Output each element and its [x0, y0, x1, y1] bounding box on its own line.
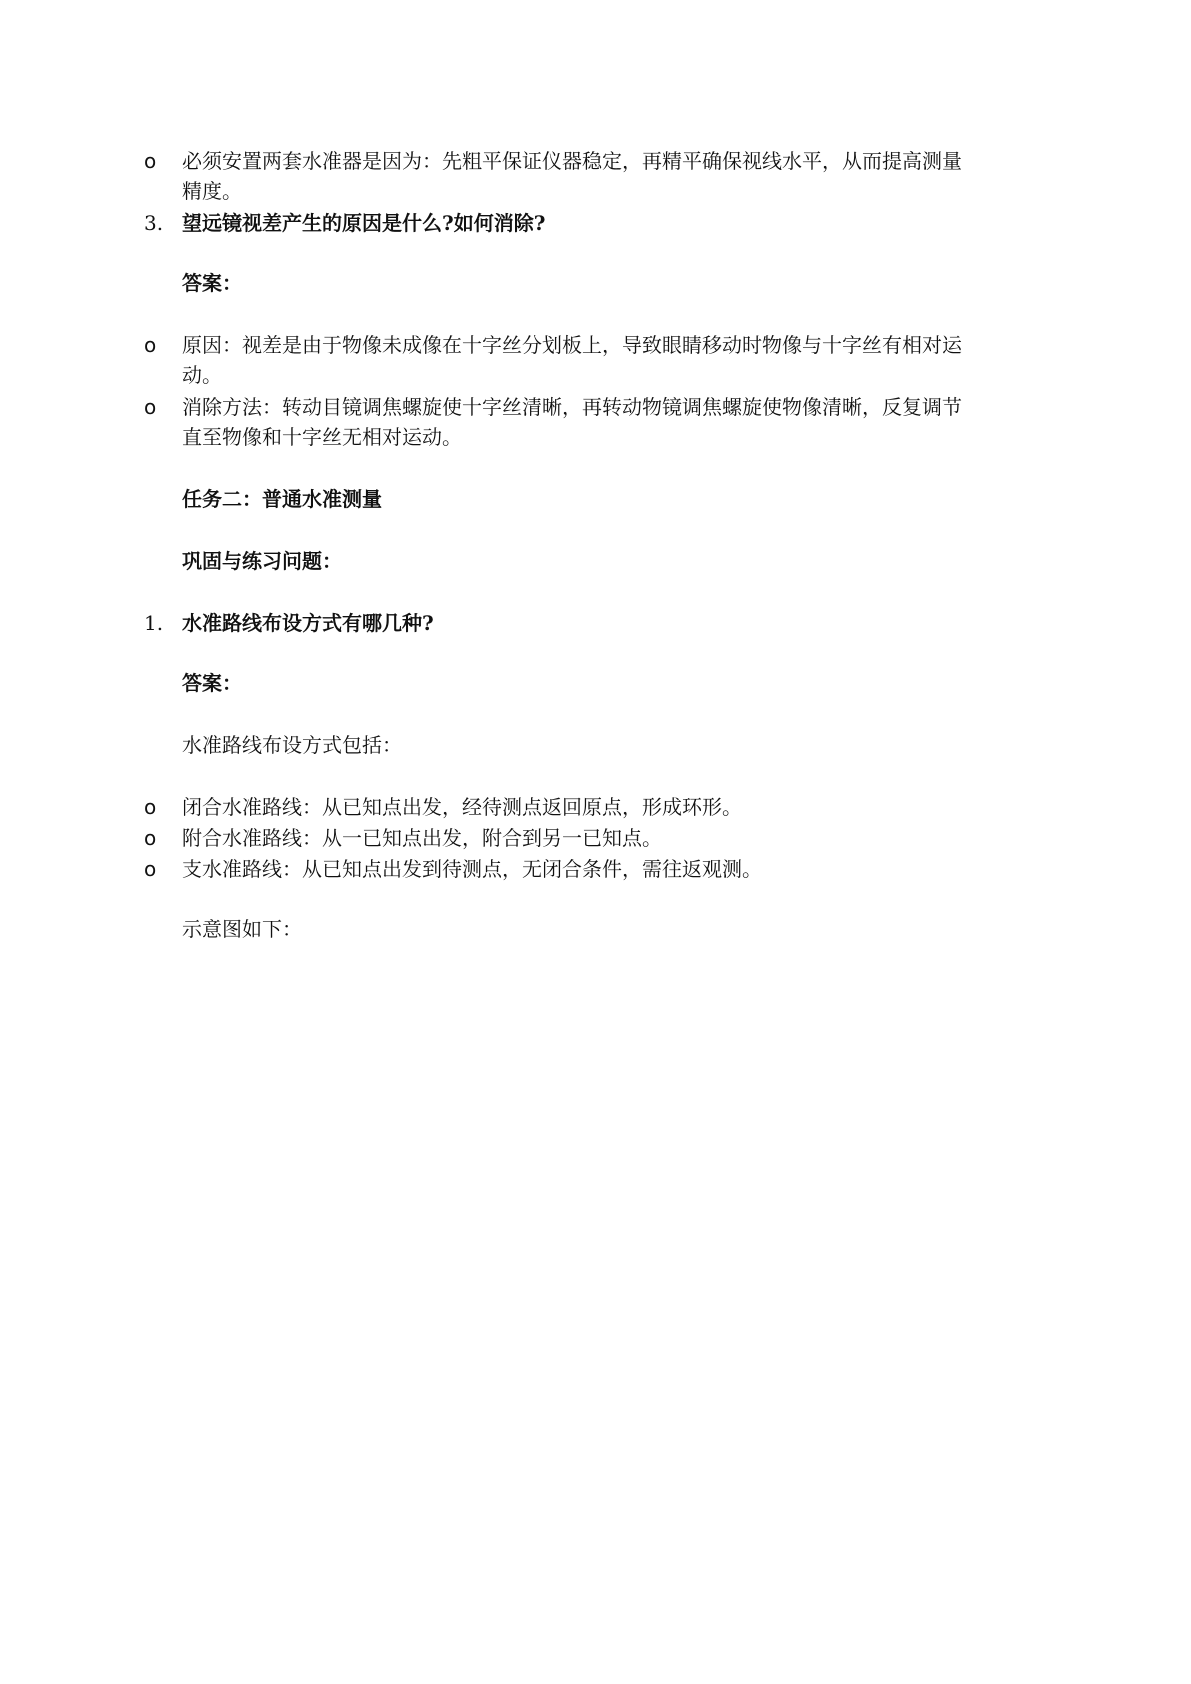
bullet-marker: o	[144, 826, 157, 850]
bullet-marker: o	[144, 795, 157, 819]
section-title: 任务二：普通水准测量	[182, 487, 382, 511]
subsection-title: 巩固与练习问题：	[182, 549, 342, 573]
bullet-marker: o	[144, 857, 157, 881]
paragraph-line: 水准路线布设方式包括：	[182, 733, 402, 757]
list-number: 1.	[144, 611, 164, 635]
paragraph-line: 精度。	[182, 179, 242, 203]
paragraph-line: 示意图如下：	[182, 917, 302, 941]
bullet-marker: o	[144, 395, 157, 419]
paragraph-line: 原因：视差是由于物像未成像在十字丝分划板上，导致眼睛移动时物像与十字丝有相对运	[182, 333, 962, 357]
list-item: 支水准路线：从已知点出发到待测点，无闭合条件，需往返观测。	[182, 857, 762, 881]
bullet-marker: o	[144, 333, 157, 357]
list-item: 闭合水准路线：从已知点出发，经待测点返回原点，形成环形。	[182, 795, 742, 819]
answer-label: 答案：	[182, 671, 242, 695]
list-number: 3.	[144, 211, 164, 235]
paragraph-line: 必须安置两套水准器是因为：先粗平保证仪器稳定，再精平确保视线水平，从而提高测量	[182, 149, 962, 173]
question-heading: 水准路线布设方式有哪几种?	[182, 611, 434, 635]
bullet-marker: o	[144, 149, 157, 173]
paragraph-line: 直至物像和十字丝无相对运动。	[182, 425, 462, 449]
paragraph-line: 动。	[182, 363, 222, 387]
question-heading: 望远镜视差产生的原因是什么?如何消除?	[182, 211, 546, 235]
paragraph-line: 消除方法：转动目镜调焦螺旋使十字丝清晰，再转动物镜调焦螺旋使物像清晰，反复调节	[182, 395, 962, 419]
list-item: 附合水准路线：从一已知点出发，附合到另一已知点。	[182, 826, 662, 850]
answer-label: 答案：	[182, 271, 242, 295]
